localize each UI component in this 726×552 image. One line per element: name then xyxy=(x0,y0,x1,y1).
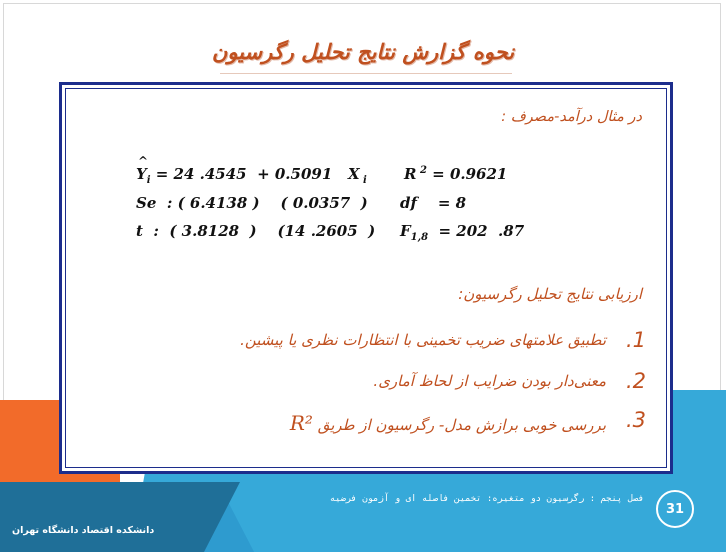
r-squared: R $^2$ = 0.9621 xyxy=(404,165,508,183)
f-statistic: $F_{1,8} = 202$ .87 xyxy=(400,222,525,243)
footer-university: دانشکده اقتصاد دانشگاه تهران xyxy=(12,525,155,536)
list-number: 3. xyxy=(625,408,646,432)
page-number: 31 xyxy=(656,490,694,528)
equation-coefficients: = 24 .4545 + 0.5091 xyxy=(155,165,333,183)
degrees-of-freedom: df = 8 xyxy=(400,194,467,212)
title-underline xyxy=(220,73,512,74)
example-heading: در مثال درآمد-مصرف : xyxy=(501,109,642,125)
footer-chapter: فصل پنجم : رگرسیون دو متغیره: تخمین فاصله ای و آزمون فرضیه xyxy=(329,494,644,504)
t-statistics: t : ( 3.8128 ) (14 .2605 ) xyxy=(136,222,376,240)
y-hat-symbol: ^ $Y_i$ xyxy=(136,154,151,186)
slide-title: نحوه گزارش نتایج تحلیل رگرسیون xyxy=(211,40,515,64)
f-value: = 202 .87 xyxy=(438,222,525,240)
evaluation-heading: ارزیابی نتایج تحلیل رگرسیون: xyxy=(458,285,642,303)
list-item xyxy=(240,328,646,352)
list-item xyxy=(289,408,646,435)
list-text: تطبیق علامتهای ضریب تخمینی با انتظارات نظری یا پیشین. xyxy=(240,331,606,349)
list-text: بررسی خوبی برازش مدل- رگرسیون از طریق xyxy=(317,416,606,434)
r-squared-symbol: R² xyxy=(289,411,313,435)
x-symbol: X xyxy=(347,165,360,183)
standard-errors: Se : ( 6.4138 ) ( 0.0357 ) xyxy=(136,194,368,212)
decorative-dark-blue-shape xyxy=(0,482,240,552)
list-number: 2. xyxy=(625,369,646,393)
list-text: معنی‌دار بودن ضرایب از لحاظ آماری. xyxy=(373,372,606,390)
df-value: = 8 xyxy=(437,194,467,212)
content-box xyxy=(59,82,673,474)
regression-equation: ^ $Y_i = 24$ .4545 + 0.5091 X $_i$ xyxy=(136,154,367,186)
list-item xyxy=(373,369,646,393)
list-number: 1. xyxy=(625,328,646,352)
r-squared-value: = 0.9621 xyxy=(432,165,508,183)
